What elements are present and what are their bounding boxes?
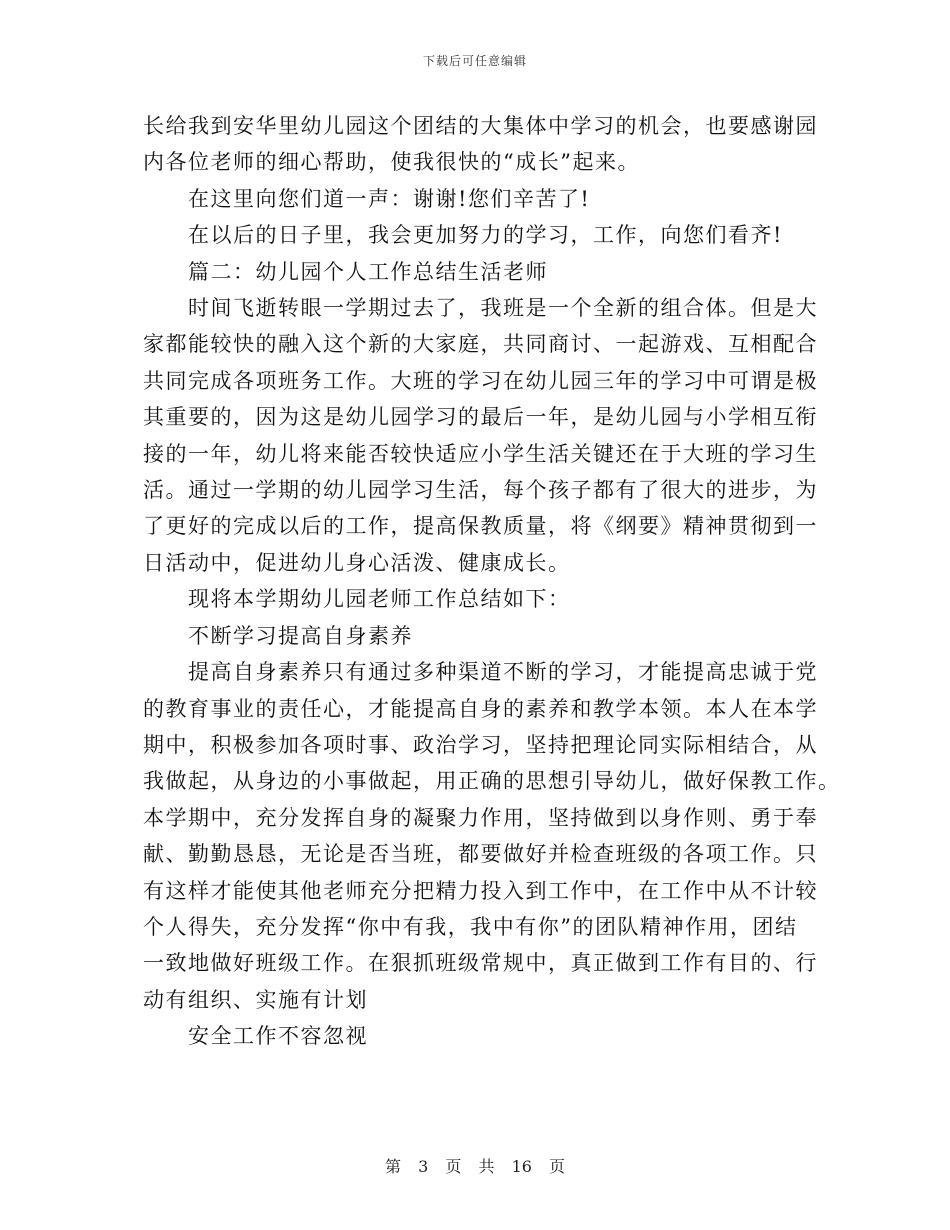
page-number: 3: [418, 1157, 429, 1176]
body-line: 现将本学期幼儿园老师工作总结如下：: [188, 587, 571, 612]
page-prefix: 第: [384, 1157, 401, 1176]
body-line: 家都能较快的融入这个新的大家庭，共同商讨、一起游戏、互相配合: [143, 332, 818, 357]
page-footer: [0, 1154, 950, 1177]
body-line: 接的一年，幼儿将来能否较快适应小学生活关键还在于大班的学习生: [143, 441, 818, 466]
body-line: 提高自身素养只有通过多种渠道不断的学习，才能提高忠诚于党: [188, 660, 818, 685]
body-line: 时间飞逝转眼一学期过去了，我班是一个全新的组合体。但是大: [188, 296, 818, 321]
body-line: 动有组织、实施有计划: [143, 987, 368, 1012]
subsection-heading: 不断学习提高自身素养: [188, 623, 413, 648]
total-pages: 16: [511, 1157, 532, 1176]
total-prefix: 共: [478, 1157, 495, 1176]
body-line: 一致地做好班级工作。在狠抓班级常规中，真正做到工作有目的、行: [143, 951, 818, 976]
body-line: 了更好的完成以后的工作，提高保教质量，将《纲要》精神贯彻到一: [143, 514, 818, 539]
body-line: 本学期中，充分发挥自身的凝聚力作用，坚持做到以身作则、勇于奉: [143, 805, 818, 830]
body-line: 长给我到安华里幼儿园这个团结的大集体中学习的机会，也要感谢园: [143, 114, 818, 138]
body-line: 在这里向您们道一声：谢谢!您们辛苦了!: [188, 186, 591, 211]
body-line: 有这样才能使其他老师充分把精力投入到工作中，在工作中从不计较: [143, 878, 818, 903]
body-line: 活。通过一学期的幼儿园学习生活，每个孩子都有了很大的进步，为: [143, 478, 818, 503]
section-heading: 篇二：幼儿园个人工作总结生活老师: [188, 259, 548, 284]
body-line: 在以后的日子里，我会更加努力的学习，工作，向您们看齐!: [188, 223, 783, 248]
page-header: 下载后可任意编辑: [422, 54, 527, 68]
body-line: 共同完成各项班务工作。大班的学习在幼儿园三年的学习中可谓是极: [143, 368, 818, 393]
body-line: 个人得失，充分发挥“你中有我，我中有你”的团队精神作用，团结: [143, 914, 798, 939]
body-line: 的教育事业的责任心，才能提高自身的素养和教学本领。本人在本学: [143, 696, 818, 721]
body-line: 日活动中，促进幼儿身心活泼、健康成长。: [143, 550, 571, 575]
subsection-heading: 安全工作不容忽视: [188, 1024, 368, 1049]
page-unit: 页: [445, 1157, 462, 1176]
body-line: 我做起，从身边的小事做起，用正确的思想引导幼儿，做好保教工作。: [143, 769, 841, 794]
body-line: 其重要的，因为这是幼儿园学习的最后一年，是幼儿园与小学相互衔: [143, 405, 818, 430]
body-line: 内各位老师的细心帮助，使我很快的“成长”起来。: [143, 150, 640, 175]
document-body: [143, 108, 841, 1055]
total-unit: 页: [549, 1157, 566, 1176]
body-line: 期中，积极参加各项时事、政治学习，坚持把理论同实际相结合，从: [143, 732, 818, 757]
body-line: 献、勤勤恳恳，无论是否当班，都要做好并检查班级的各项工作。只: [143, 842, 818, 867]
